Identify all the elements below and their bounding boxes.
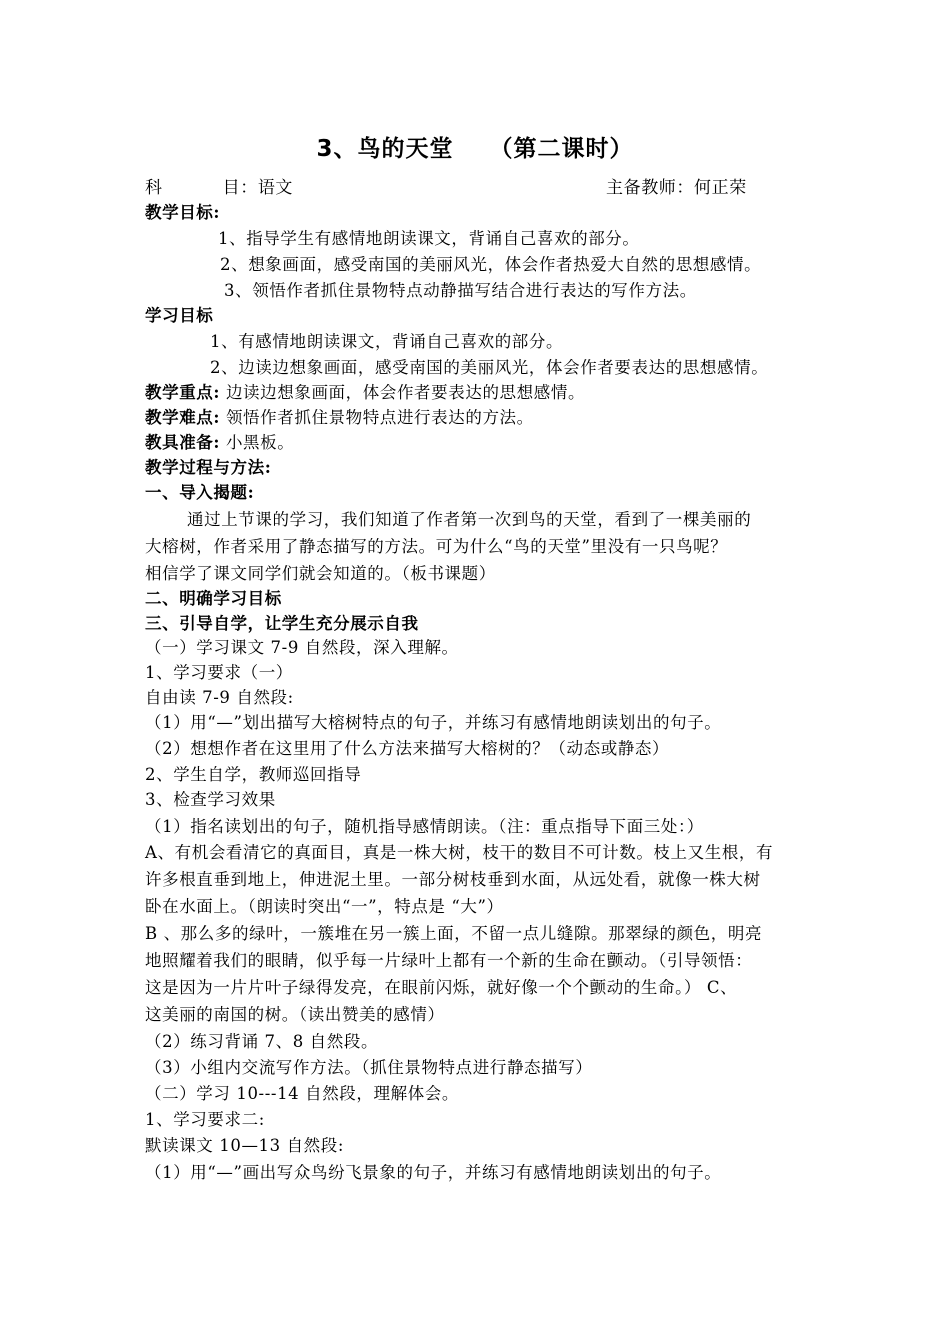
process-heading: 教学过程与方法: — [145, 458, 272, 477]
section-3-line: 这美丽的南国的树。（读出赞美的感情） — [145, 1005, 445, 1024]
section-3-line: 地照耀着我们的眼睛，似乎每一片绿叶上都有一个新的生命在颤动。（引导领悟： — [145, 951, 753, 970]
lesson-title — [0, 130, 950, 163]
difficulty-text: 领悟作者抓住景物特点进行表达的方法。 — [225, 408, 534, 427]
difficulty-label: 教学难点: — [145, 408, 221, 427]
section-1-heading: 一、导入揭题: — [145, 483, 255, 502]
teaching-goals-heading: 教学目标: — [145, 203, 221, 222]
teacher-line — [606, 176, 747, 200]
difficulty-line — [145, 406, 534, 430]
section-3-line: 自由读 7-9 自然段: — [145, 688, 294, 707]
subject-value: 语文 — [257, 178, 294, 198]
teaching-goal-item: 3、领悟作者抓住景物特点动静描写结合进行表达的写作方法。 — [224, 281, 697, 300]
materials-line — [145, 431, 294, 455]
section-3-line: 卧在水面上。（朗读时突出“一”，特点是 “大”） — [145, 897, 504, 916]
section-1-paragraph-line: 通过上节课的学习，我们知道了作者第一次到鸟的天堂，看到了一棵美丽的 — [187, 510, 752, 529]
title-main: 3、鸟的天堂 — [316, 136, 454, 162]
learning-goals-heading: 学习目标 — [145, 306, 214, 325]
section-3-line: （一）学习课文 7-9 自然段，深入理解。 — [145, 638, 459, 657]
teacher-label: 主备教师： — [606, 178, 694, 198]
subject-line — [145, 176, 293, 200]
section-3-line: 2、学生自学，教师巡回指导 — [145, 765, 362, 784]
section-3-line: B 、那么多的绿叶，一簇堆在另一簇上面，不留一点儿缝隙。那翠绿的颜色，明亮 — [145, 924, 763, 943]
section-3-line: （1）用“—”画出写众鸟纷飞景象的句子，并练习有感情地朗读划出的句子。 — [145, 1163, 722, 1182]
section-3-heading: 三、引导自学，让学生充分展示自我 — [145, 614, 419, 633]
subject-label-b: 目： — [222, 178, 258, 198]
section-2-heading: 二、明确学习目标 — [145, 589, 282, 608]
section-1-paragraph-line: 大榕树，作者采用了静态描写的方法。可为什么“鸟的天堂”里没有一只鸟呢？ — [145, 537, 728, 556]
section-3-line: 这是因为一片片叶子绿得发亮，在眼前闪烁，就好像一个个颤动的生命。） C、 — [145, 978, 738, 997]
section-3-line: 许多根直垂到地上，伸进泥土里。一部分树枝垂到水面，从远处看，就像一株大树 — [145, 870, 761, 889]
teacher-value: 何正荣 — [694, 178, 747, 198]
teaching-goal-item: 1、指导学生有感情地朗读课文，背诵自己喜欢的部分。 — [218, 229, 640, 248]
materials-text: 小黑板。 — [225, 433, 295, 452]
key-points-line — [145, 381, 585, 405]
learning-goal-item: 2、边读边想象画面，感受南国的美丽风光，体会作者要表达的思想感情。 — [210, 358, 769, 377]
section-3-line: （2）练习背诵 7、8 自然段。 — [145, 1032, 379, 1051]
key-points-text: 边读边想象画面，体会作者要表达的思想感情。 — [225, 383, 586, 402]
section-3-line: （1）用“—”划出描写大榕树特点的句子，并练习有感情地朗读划出的句子。 — [145, 713, 722, 732]
learning-goal-item: 1、有感情地朗读课文，背诵自己喜欢的部分。 — [210, 332, 564, 351]
section-3-line: 1、学习要求（一） — [145, 663, 293, 682]
section-1-paragraph-line: 相信学了课文同学们就会知道的。（板书课题） — [145, 564, 496, 583]
section-3-line: （2）想想作者在这里用了什么方法来描写大榕树的？（动态或静态） — [145, 739, 670, 758]
section-3-line: A、有机会看清它的真面目，真是一株大树，枝干的数目不可计数。枝上又生根，有 — [145, 843, 774, 862]
subject-label-a: 科 — [145, 178, 163, 198]
section-3-line: （二）学习 10---14 自然段，理解体会。 — [145, 1084, 460, 1103]
section-3-line: 3、检查学习效果 — [145, 790, 276, 809]
teaching-goal-item: 2、想象画面，感受南国的美丽风光，体会作者热爱大自然的思想感情。 — [220, 255, 762, 274]
section-3-line: 默读课文 10—13 自然段: — [145, 1136, 345, 1155]
section-3-line: （1）指名读划出的句子，随机指导感情朗读。（注：重点指导下面三处：） — [145, 817, 704, 836]
section-3-line: 1、学习要求二: — [145, 1110, 265, 1129]
key-points-label: 教学重点: — [145, 383, 221, 402]
section-3-line: （3）小组内交流写作方法。（抓住景物特点进行静态描写） — [145, 1058, 593, 1077]
title-sub: （第二课时） — [489, 136, 634, 162]
materials-label: 教具准备: — [145, 433, 221, 452]
